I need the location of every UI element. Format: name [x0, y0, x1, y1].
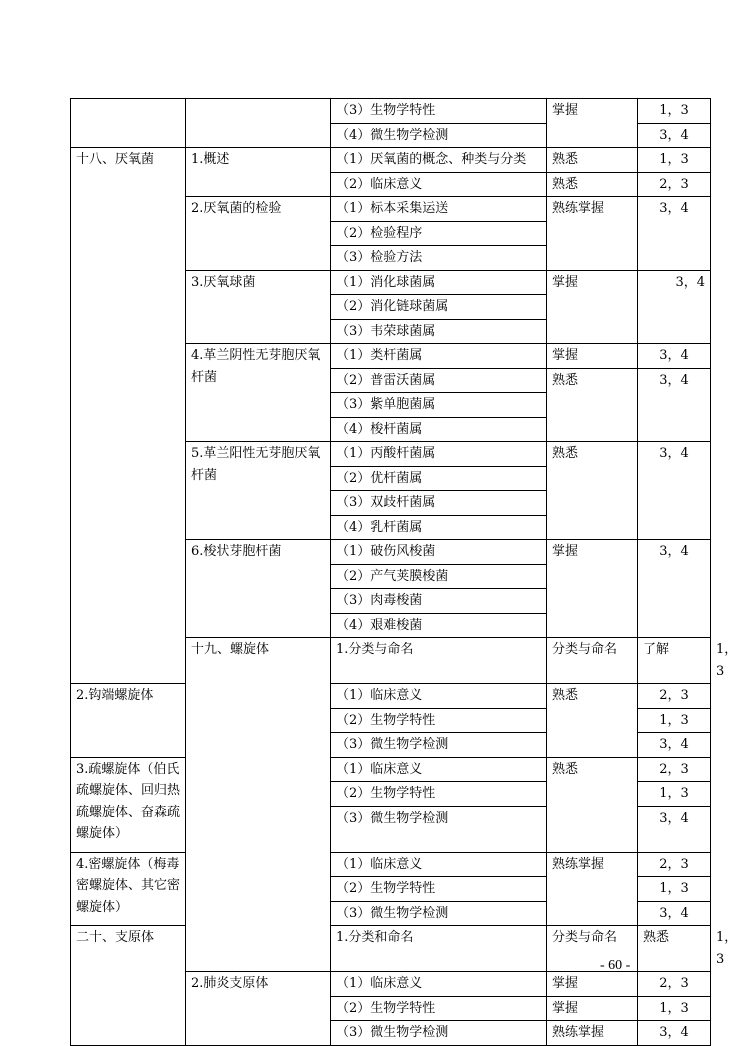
item-cell: （1）临床意义: [331, 684, 547, 709]
unit-title: 十八、厌氧菌: [71, 148, 186, 684]
item-cell: 分类与命名: [547, 638, 638, 684]
item-cell: （3）生物学特性: [331, 99, 547, 124]
level-cell: 熟悉: [638, 926, 711, 972]
item-cell: （2）优杆菌属: [331, 466, 547, 491]
topic-cell: 1.分类与命名: [331, 638, 547, 684]
level-cell: 熟悉: [547, 757, 638, 852]
level-cell: 掌握: [547, 99, 638, 148]
item-cell: （1）临床意义: [331, 972, 547, 997]
level-cell: 熟练掌握: [547, 852, 638, 926]
level-cell: 掌握: [547, 270, 638, 344]
unit-title: 十九、螺旋体: [186, 638, 331, 972]
item-cell: （2）生物学特性: [331, 996, 547, 1021]
page-number: - 60 -: [600, 958, 631, 973]
item-cell: （3）紫单胞菌属: [331, 393, 547, 418]
item-cell: （3）肉毒梭菌: [331, 589, 547, 614]
item-cell: （1）丙酸杆菌属: [331, 442, 547, 467]
item-cell: （2）生物学特性: [331, 877, 547, 902]
topic-cell: 2.钩端螺旋体: [71, 684, 186, 758]
level-cell: 掌握: [547, 344, 638, 369]
units-cell: 3，4: [638, 1021, 711, 1046]
units-cell: 3，4: [638, 197, 711, 271]
item-cell: （3）检验方法: [331, 246, 547, 271]
units-cell: 1，3: [638, 99, 711, 124]
topic-cell: 2.厌氧菌的检验: [186, 197, 331, 271]
item-cell: （2）生物学特性: [331, 782, 547, 807]
units-cell: 3，4: [638, 442, 711, 540]
level-cell: 了解: [638, 638, 711, 684]
topic-cell: 5.革兰阳性无芽胞厌氧杆菌: [186, 442, 331, 540]
units-cell: 2，3: [638, 684, 711, 709]
table-row: [71, 148, 711, 173]
item-cell: （3）韦荣球菌属: [331, 319, 547, 344]
units-cell: 2，3: [638, 757, 711, 782]
table-row: 二十、支原体 1.分类和命名 分类与命名 熟悉 1，3: [71, 926, 711, 972]
table-row: [71, 684, 711, 709]
item-cell: （2）临床意义: [331, 172, 547, 197]
level-cell: 熟悉: [547, 172, 638, 197]
units-cell: 3，4: [638, 540, 711, 638]
item-cell: （4）梭杆菌属: [331, 417, 547, 442]
units-cell: 3，4: [638, 733, 711, 758]
item-cell: （2）检验程序: [331, 221, 547, 246]
item-cell: （2）生物学特性: [331, 708, 547, 733]
item-cell: （3）微生物学检测: [331, 1021, 547, 1046]
item-cell: （2）消化链球菌属: [331, 295, 547, 320]
units-cell: 1，3: [638, 708, 711, 733]
level-cell: 熟练掌握: [547, 197, 638, 271]
item-cell: （1）临床意义: [331, 757, 547, 782]
unit-title: 二十、支原体: [71, 926, 186, 1046]
units-cell: 3，4: [638, 270, 711, 344]
table-row: 十九、螺旋体 1.分类与命名 分类与命名 了解 1，3: [71, 638, 711, 684]
item-cell: （4）微生物学检测: [331, 123, 547, 148]
item-cell: （1）消化球菌属: [331, 270, 547, 295]
table-row: [71, 99, 711, 124]
item-cell: （1）厌氧菌的概念、种类与分类: [331, 148, 547, 173]
item-cell: （3）双歧杆菌属: [331, 491, 547, 516]
item-cell: （1）破伤风梭菌: [331, 540, 547, 565]
topic-cell: 4.革兰阴性无芽胞厌氧杆菌: [186, 344, 331, 442]
topic-cell: 1.分类和命名: [331, 926, 547, 972]
table-row: [71, 757, 711, 782]
units-cell: 1，3: [638, 996, 711, 1021]
item-cell: （3）微生物学检测: [331, 733, 547, 758]
item-cell: （4）乳杆菌属: [331, 515, 547, 540]
item-cell: 分类与命名: [547, 926, 638, 972]
topic-cell: 4.密螺旋体（梅毒密螺旋体、其它密螺旋体）: [71, 852, 186, 926]
units-cell: 3，4: [638, 368, 711, 442]
units-cell: 2，3: [638, 852, 711, 877]
level-cell: 掌握: [547, 972, 638, 997]
level-cell: 熟悉: [547, 368, 638, 442]
units-cell: 1，3: [638, 877, 711, 902]
topic-cell: 3.疏螺旋体（伯氏疏螺旋体、回归热疏螺旋体、奋森疏螺旋体）: [71, 757, 186, 852]
level-cell: 熟练掌握: [547, 1021, 638, 1046]
units-cell: 3，4: [638, 344, 711, 369]
units-cell: 2，3: [638, 972, 711, 997]
units-cell: 3，4: [638, 123, 711, 148]
table-row: [71, 852, 711, 877]
topic-cell: 3.厌氧球菌: [186, 270, 331, 344]
topic-cell: 1.概述: [186, 148, 331, 197]
level-cell: 熟悉: [547, 442, 638, 540]
units-cell: 3，4: [638, 806, 711, 852]
item-cell: （1）临床意义: [331, 852, 547, 877]
level-cell: 掌握: [547, 540, 638, 638]
item-cell: （3）微生物学检测: [331, 806, 547, 852]
level-cell: 掌握: [547, 996, 638, 1021]
units-cell: 2，3: [638, 172, 711, 197]
topic-cell: 6.梭状芽胞杆菌: [186, 540, 331, 638]
topic-cell: 2.肺炎支原体: [186, 972, 331, 1046]
item-cell: （1）标本采集运送: [331, 197, 547, 222]
level-cell: 熟悉: [547, 148, 638, 173]
topic-cell: [186, 99, 331, 148]
units-cell: 1，3: [638, 148, 711, 173]
level-cell: 熟悉: [547, 684, 638, 758]
item-cell: （2）产气荚膜梭菌: [331, 564, 547, 589]
units-cell: 1，3: [638, 782, 711, 807]
item-cell: （2）普雷沃菌属: [331, 368, 547, 393]
item-cell: （3）微生物学检测: [331, 901, 547, 926]
syllabus-table: [70, 98, 737, 1046]
item-cell: （1）类杆菌属: [331, 344, 547, 369]
item-cell: （4）艰难梭菌: [331, 613, 547, 638]
units-cell: 3，4: [638, 901, 711, 926]
unit-cell: [71, 99, 186, 148]
